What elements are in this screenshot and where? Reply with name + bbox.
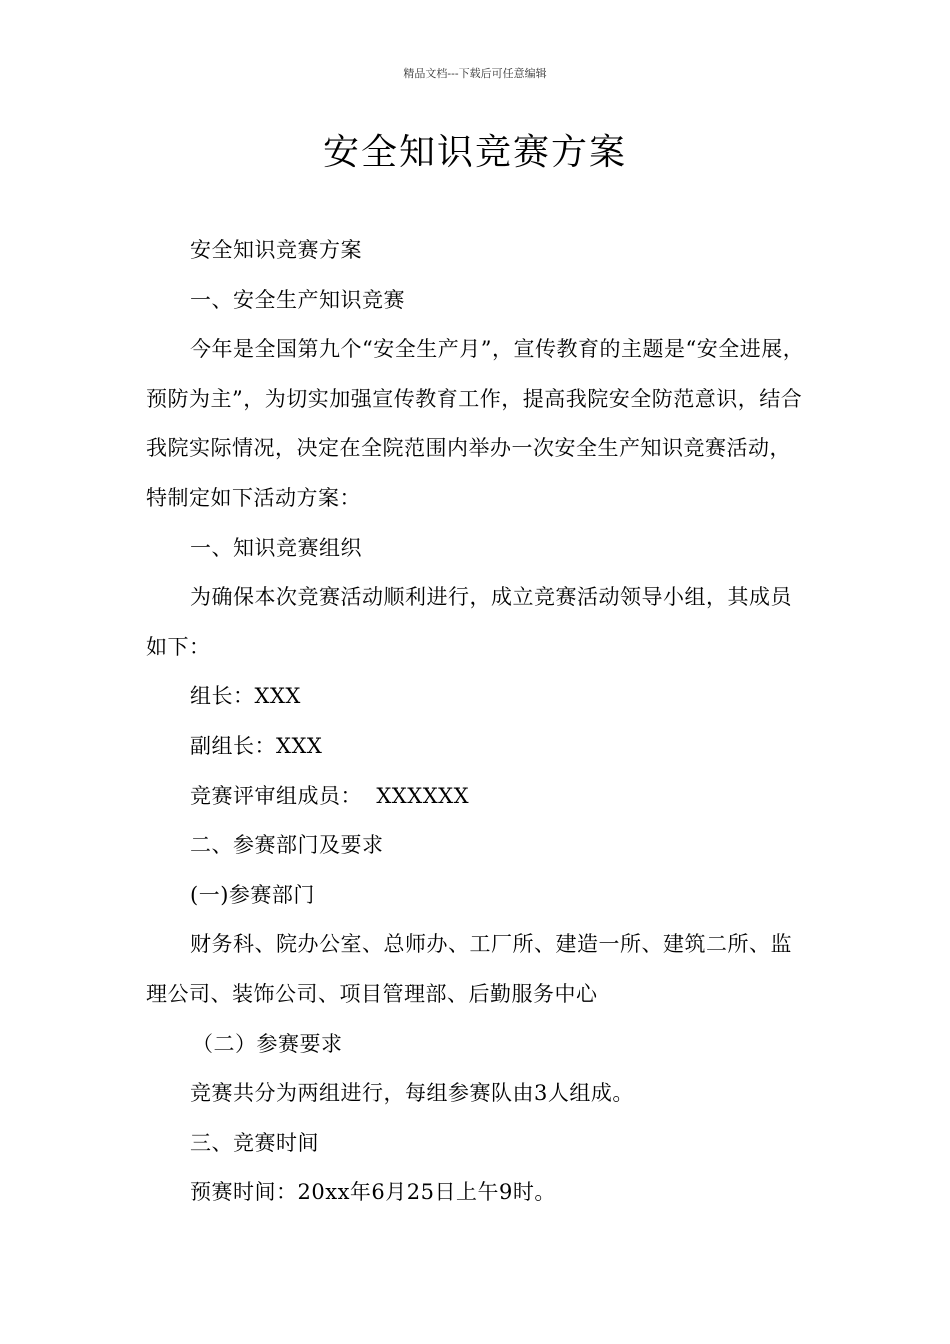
paragraph-organization: 为确保本次竞赛活动顺利进行，成立竞赛活动领导小组，其成员如下：	[146, 585, 792, 659]
judges-line: 竞赛评审组成员： XXXXXX	[190, 783, 470, 808]
paragraph-departments: 财务科、院办公室、总师办、工厂所、建造一所、建筑二所、监理公司、装饰公司、项目管理部、后勤服务中心	[146, 932, 792, 1006]
heading-section-1: 一、安全生产知识竞赛	[190, 287, 405, 312]
paragraph-preliminary-time: 预赛时间：20xx年6月25日上午9时。	[190, 1180, 556, 1205]
leader-line: 组长：XXX	[190, 684, 301, 709]
document-body	[146, 226, 810, 1218]
paragraph-subtitle: 安全知识竞赛方案	[190, 238, 362, 262]
subheading-departments: (一)参赛部门	[190, 882, 315, 907]
document-title: 安全知识竞赛方案	[322, 132, 627, 173]
heading-participants: 二、参赛部门及要求	[190, 833, 384, 858]
deputy-leader-line: 副组长：XXX	[190, 733, 323, 758]
paragraph-intro: 今年是全国第九个“安全生产月”，宣传教育的主题是“安全进展，预防为主”，为切实加强宣传教育工作，提高我院安全防范意识，结合我院实际情况，决定在全院范围内举办一次安全生产知识竞赛活动，特制定如下活动方案：	[146, 337, 805, 510]
paragraph-requirements: 竞赛共分为两组进行，每组参赛队由3人组成。	[190, 1081, 634, 1106]
page-header-note: 精品文档---下载后可任意编辑	[403, 67, 547, 80]
subheading-requirements: （二）参赛要求	[192, 1031, 343, 1056]
heading-time: 三、竞赛时间	[190, 1130, 319, 1155]
heading-organization: 一、知识竞赛组织	[190, 535, 362, 560]
